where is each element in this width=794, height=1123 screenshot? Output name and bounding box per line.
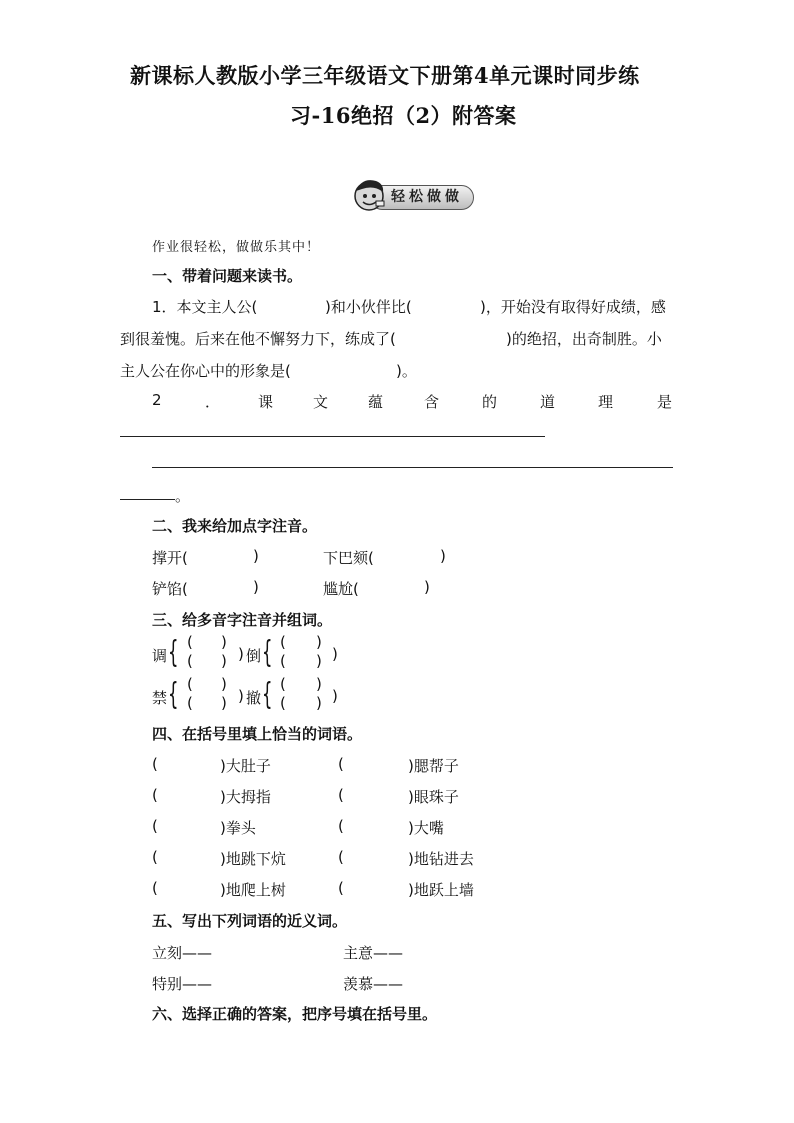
q2-char: 课	[258, 393, 274, 411]
phrase-left: )大拇指	[220, 788, 271, 806]
pinyin-item: 尴尬(	[323, 580, 359, 598]
blank-open: (	[338, 879, 344, 897]
phrase-left: )地爬上树	[220, 881, 286, 899]
blank-open: (	[338, 817, 344, 835]
paren-close: )	[238, 687, 244, 705]
blank-open: (	[152, 755, 158, 773]
easy-practice-badge	[350, 175, 476, 215]
paren-close: )	[316, 694, 322, 712]
pinyin-item: 铲馅(	[152, 580, 188, 598]
paren-close: )	[221, 652, 227, 670]
q2-end-mark: 。	[175, 487, 191, 505]
answer-line[interactable]	[120, 436, 545, 437]
paren-close: )	[221, 675, 227, 693]
q2-char: 文	[313, 393, 329, 411]
q1-part-b: )和小伙伴比(	[325, 298, 412, 316]
left-brace-icon: {	[168, 635, 179, 670]
blank-open: (	[338, 786, 344, 804]
polyphone-char: 撤	[246, 689, 262, 707]
cartoon-boy-icon	[350, 175, 390, 215]
section-5-heading: 五、写出下列词语的近义词。	[152, 912, 348, 930]
q2-char: ．	[205, 393, 221, 411]
polyphone-char: 禁	[152, 689, 168, 707]
q2-char: 含	[424, 393, 440, 411]
pinyin-close: )	[440, 547, 446, 565]
left-brace-icon: {	[262, 635, 273, 670]
paren-close: )	[316, 652, 322, 670]
phrase-right: )眼珠子	[408, 788, 459, 806]
q2-char: 是	[657, 393, 673, 411]
paren-close: )	[221, 633, 227, 651]
paren-open: (	[280, 633, 286, 651]
q2-char: 2	[152, 391, 162, 409]
phrase-right: )地跃上墙	[408, 881, 474, 899]
section-3-heading: 三、给多音字注音并组词。	[152, 611, 333, 629]
paren-close: )	[316, 633, 322, 651]
q2-char: 蕴	[368, 393, 384, 411]
title-line-1: 新课标人教版小学三年级语文下册第4单元课时同步练	[130, 63, 640, 88]
phrase-right: )地钻进去	[408, 850, 474, 868]
blank-open: (	[152, 879, 158, 897]
synonym-item: 特别——	[152, 975, 213, 993]
phrase-left: )大肚子	[220, 757, 271, 775]
polyphone-char: 调	[152, 647, 168, 665]
phrase-left: )拳头	[220, 819, 256, 837]
paren-open: (	[187, 694, 193, 712]
answer-line[interactable]	[120, 499, 175, 500]
blank-open: (	[152, 848, 158, 866]
q2-char: 理	[598, 393, 614, 411]
synonym-item: 主意——	[343, 944, 404, 962]
paren-open: (	[187, 652, 193, 670]
blank-open: (	[152, 817, 158, 835]
left-brace-icon: {	[168, 677, 179, 712]
phrase-left: )地跳下炕	[220, 850, 286, 868]
pinyin-close: )	[424, 578, 430, 596]
q2-char: 道	[540, 393, 556, 411]
pinyin-close: )	[253, 547, 259, 565]
q2-char: 的	[482, 393, 498, 411]
paren-close: )	[332, 687, 338, 705]
blank-open: (	[152, 786, 158, 804]
q1-part-f: 主人公在你心中的形象是(	[120, 362, 291, 380]
paren-open: (	[187, 675, 193, 693]
blank-open: (	[338, 755, 344, 773]
q1-part-e: )的绝招，出奇制胜。小	[506, 330, 662, 348]
q1-part-g: )。	[396, 362, 417, 380]
section-4-heading: 四、在括号里填上恰当的词语。	[152, 725, 363, 743]
paren-open: (	[280, 652, 286, 670]
q1-part-c: )，开始没有取得好成绩，感	[480, 298, 666, 316]
synonym-item: 立刻——	[152, 944, 213, 962]
badge-label: 轻松做做	[370, 185, 474, 210]
synonym-item: 羡慕——	[343, 975, 404, 993]
paren-close: )	[221, 694, 227, 712]
left-brace-icon: {	[262, 677, 273, 712]
intro-text: 作业很轻松，做做乐其中！	[152, 240, 321, 255]
paren-open: (	[280, 675, 286, 693]
section-1-heading: 一、带着问题来读书。	[152, 267, 303, 285]
blank-open: (	[338, 848, 344, 866]
polyphone-char: 倒	[246, 647, 262, 665]
section-6-heading: 六、选择正确的答案，把序号填在括号里。	[152, 1005, 438, 1023]
paren-close: )	[332, 645, 338, 663]
pinyin-close: )	[253, 578, 259, 596]
q1-part-d: 到很羞愧。后来在他不懈努力下，练成了(	[120, 330, 396, 348]
phrase-right: )腮帮子	[408, 757, 459, 775]
title-line-2: 习-16绝招（2）附答案	[290, 103, 517, 128]
answer-line[interactable]	[152, 467, 673, 468]
q1-part-a: 1．本文主人公(	[152, 298, 258, 316]
paren-close: )	[316, 675, 322, 693]
paren-open: (	[280, 694, 286, 712]
pinyin-item: 下巴颏(	[323, 549, 374, 567]
paren-open: (	[187, 633, 193, 651]
pinyin-item: 撑开(	[152, 549, 188, 567]
paren-close: )	[238, 645, 244, 663]
section-2-heading: 二、我来给加点字注音。	[152, 517, 318, 535]
phrase-right: )大嘴	[408, 819, 444, 837]
